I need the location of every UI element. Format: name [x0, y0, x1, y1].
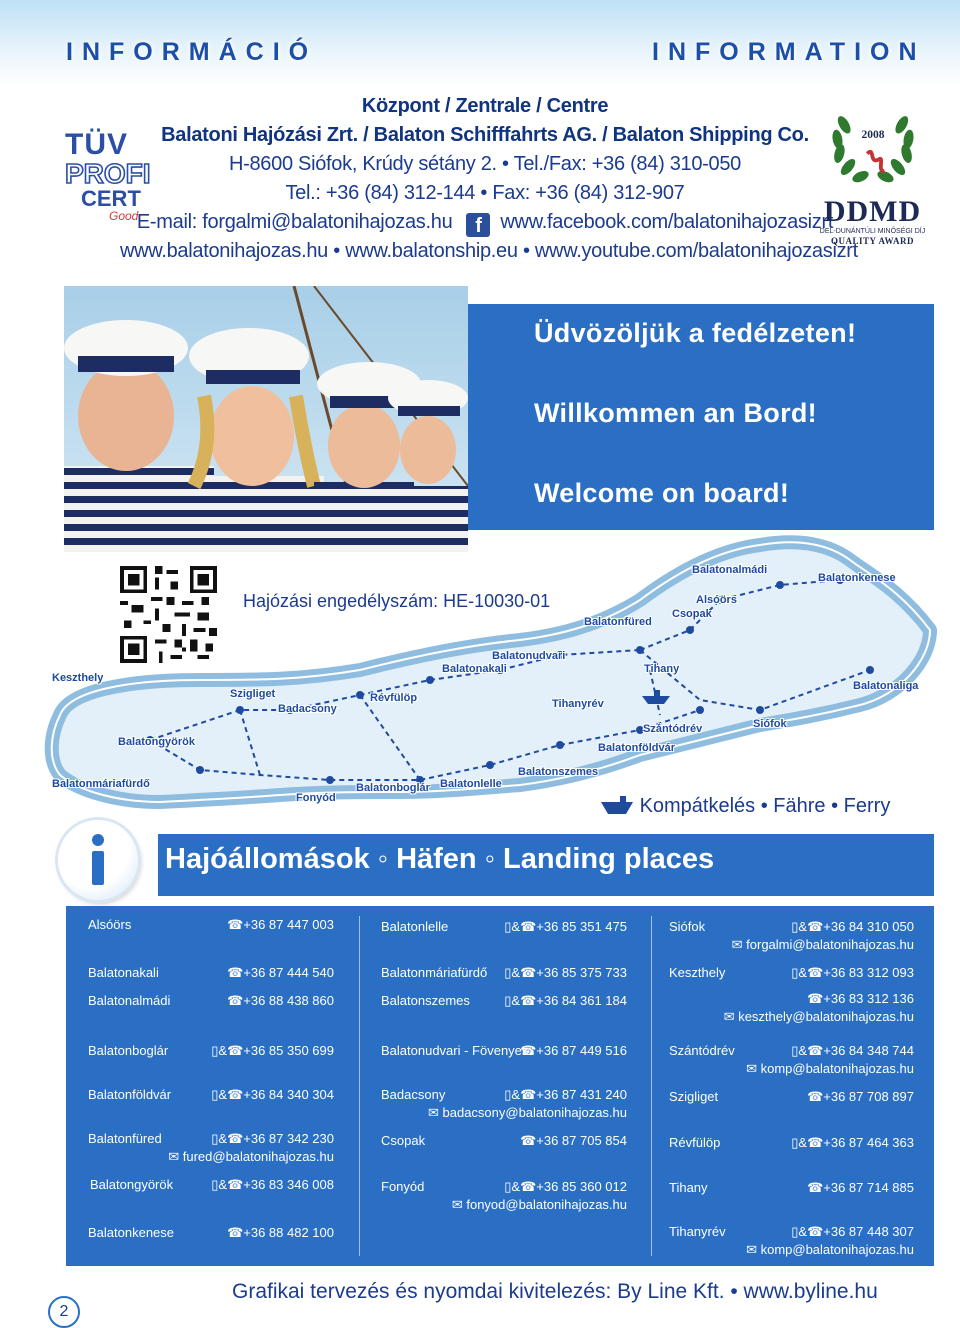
list-item: Fonyód ▯&☎+36 85 360 012 ✉ fonyod@balatonihajozas.hu	[381, 1179, 627, 1212]
contact-block	[120, 92, 858, 266]
list-item: Balatonszemes ▯&☎+36 84 361 184	[381, 993, 627, 1008]
list-item: Balatonmáriafürdő ▯&☎+36 85 375 733	[381, 965, 627, 980]
facebook-icon: f	[466, 213, 490, 237]
list-item: Siófok ▯&☎+36 84 310 050 ✉ forgalmi@balatonihajozas.hu	[669, 919, 914, 952]
map-label-csopak: Csopak	[672, 608, 712, 620]
map-label-badacsony: Badacsony	[278, 703, 337, 715]
list-item: Balatonföldvár ▯&☎+36 84 340 304	[88, 1087, 334, 1102]
map-label-balatonalmadi: Balatonalmádi	[692, 564, 768, 576]
map-label-siofok: Siófok	[753, 718, 787, 730]
map-label-balatonudvari: Balatonudvari	[492, 650, 566, 662]
contact-phone-fax: Tel.: +36 (84) 312-144 • Fax: +36 (84) 312-907	[285, 182, 685, 204]
shipping-permit-number: Hajózási engedélyszám: HE-10030-01	[243, 591, 551, 611]
map-label-balatonlelle: Balatonlelle	[440, 778, 502, 790]
list-item: ☎+36 83 312 136 ✉ keszthely@balatonihajozas.hu	[723, 991, 914, 1024]
contact-address: H-8600 Siófok, Krúdy sétány 2. • Tel./Fax: +36 (84) 310-050	[228, 153, 741, 175]
contact-centre-heading: Központ / Zentrale / Centre	[361, 95, 609, 117]
list-item: Révfülöp ▯&☎+36 87 464 363	[669, 1135, 914, 1150]
map-label-balatonkenese: Balatonkenese	[818, 572, 896, 584]
map-label-tihanyrev: Tihanyrév	[552, 698, 604, 710]
list-item: Balatonudvari - Fövenyes ☎+36 87 449 516	[381, 1043, 627, 1058]
map-label-balatonszemes: Balatonszemes	[518, 766, 599, 778]
contact-websites[interactable]: www.balatonihajozas.hu • www.balatonship.eu • www.youtube.com/balatonihajozasizrt	[120, 240, 858, 262]
contact-facebook-link[interactable]: www.facebook.com/balatonihajozasizrt	[500, 211, 834, 233]
map-label-balatongyorok: Balatongyörök	[118, 736, 196, 748]
map-label-balatonaliga: Balatonaliga	[853, 680, 919, 692]
list-item: Balatongyörök ▯&☎+36 83 346 008	[90, 1177, 334, 1192]
header-title-en: INFORMATION	[652, 38, 926, 66]
map-label-revfulop: Révfülöp	[370, 692, 418, 704]
list-item: Keszthely ▯&☎+36 83 312 093	[669, 965, 914, 980]
children-sailors-photo	[64, 286, 468, 552]
map-label-balatonboglar: Balatonboglár	[356, 782, 430, 794]
tuv-logo-line1: TÜV	[65, 128, 128, 161]
map-label-fonyod: Fonyód	[296, 792, 336, 804]
welcome-hu: Üdvözöljük a fedélzeten!	[534, 318, 857, 348]
ddmd-logo-subtitle: DEL-DUNÁNTÚLI MINŐSÉGI DÍJ	[819, 228, 926, 235]
landing-places-title: Hajóállomások ◦ Häfen ◦ Landing places	[165, 843, 715, 875]
list-item: Balatonlelle ▯&☎+36 85 351 475	[381, 919, 627, 934]
list-item: Szántódrév ▯&☎+36 84 348 744 ✉ komp@balatonihajozas.hu	[669, 1043, 914, 1076]
ddmd-logo-award: QUALITY AWARD	[831, 236, 914, 246]
contact-company-name: Balatoni Hajózási Zrt. / Balaton Schifffahrts AG. / Balaton Shipping Co.	[161, 124, 809, 146]
list-item: Tihanyrév ▯&☎+36 87 448 307 ✉ komp@balatonihajozas.hu	[669, 1224, 914, 1257]
map-label-balatonfured: Balatonfüred	[584, 616, 652, 628]
list-item: Balatonakali ☎+36 87 444 540	[88, 965, 334, 980]
page-number: 2	[48, 1296, 80, 1328]
laurel-wreath-icon	[825, 96, 921, 192]
contact-email[interactable]: E-mail: forgalmi@balatonihajozas.hu	[136, 211, 453, 233]
ddmd-year: 2008	[860, 129, 885, 142]
balaton-map	[0, 530, 960, 830]
map-label-balatonfoldvar: Balatonföldvár	[598, 742, 676, 754]
ferry-legend	[600, 794, 890, 818]
info-icon	[58, 820, 138, 900]
map-label-balatonakali: Balatonakali	[442, 663, 507, 675]
tuv-logo-line2: PROFI	[65, 158, 151, 189]
map-label-szantodrev: Szántódrév	[643, 723, 703, 735]
list-item: Badacsony ▯&☎+36 87 431 240 ✉ badacsony@balatonihajozas.hu	[381, 1087, 627, 1120]
ddmd-logo-name: DDMD	[823, 195, 922, 228]
map-label-alsoors: Alsóörs	[696, 594, 737, 606]
list-item: Balatonfüred ▯&☎+36 87 342 230 ✉ fured@balatonihajozas.hu	[88, 1131, 334, 1164]
ddmd-quality-award-logo	[810, 96, 935, 256]
list-item: Szigliget ☎+36 87 708 897	[669, 1089, 914, 1104]
welcome-de: Willkommen an Bord!	[534, 398, 817, 428]
ferry-legend-text: Kompátkelés • Fähre • Ferry	[639, 795, 891, 817]
map-label-balatonmariafurdo: Balatonmáriafürdő	[52, 778, 150, 790]
welcome-en: Welcome on board!	[534, 478, 790, 508]
contact-email-facebook-row	[120, 208, 850, 237]
map-label-szigliget: Szigliget	[230, 688, 276, 700]
map-label-keszthely: Keszthely	[52, 672, 104, 684]
ferry-icon	[600, 794, 634, 816]
list-item: Alsóörs ☎+36 87 447 003	[88, 917, 334, 932]
list-item: Csopak ☎+36 87 705 854	[381, 1133, 627, 1148]
header-title-hu: INFORMÁCIÓ	[66, 38, 318, 66]
list-item: Balatonkenese ☎+36 88 482 100	[88, 1225, 334, 1240]
list-item: Tihany ☎+36 87 714 885	[669, 1180, 914, 1195]
station-list	[66, 906, 934, 1266]
map-label-tihany: Tihany	[644, 663, 680, 675]
list-item: Balatonboglár ▯&☎+36 85 350 699	[88, 1043, 334, 1058]
tuv-logo-line4: Good	[109, 209, 139, 223]
tuv-logo-line3: CERT	[81, 186, 141, 211]
print-credit: Grafikai tervezés és nyomdai kivitelezés: By Line Kft. • www.byline.hu	[232, 1280, 878, 1303]
list-item: Balatonalmádi ☎+36 88 438 860	[88, 993, 334, 1008]
